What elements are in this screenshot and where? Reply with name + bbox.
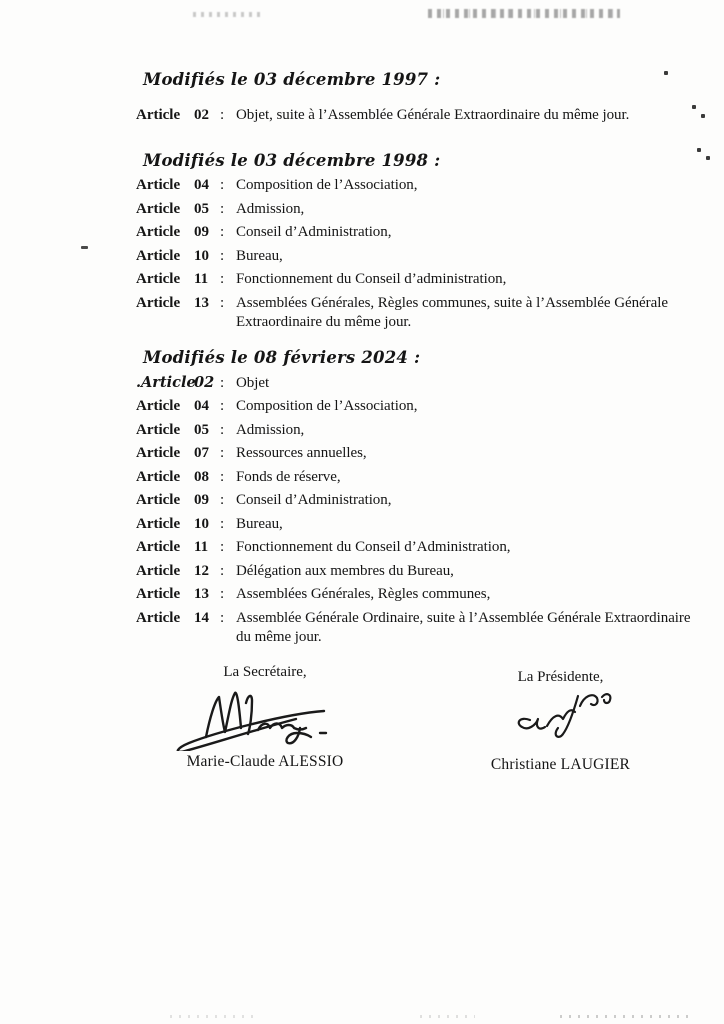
- article-colon: :: [220, 200, 225, 217]
- article-colon: :: [220, 177, 225, 193]
- article-colon: :: [220, 294, 225, 311]
- article-label: Article: [136, 468, 181, 485]
- article-label: .Article: [136, 373, 196, 391]
- article-label: Article: [136, 515, 181, 532]
- article-colon: :: [220, 398, 225, 414]
- article-colon: :: [220, 468, 225, 485]
- signature-block-secretary: [170, 663, 360, 774]
- article-row: [136, 515, 696, 534]
- article-row: [136, 200, 696, 219]
- article-text: Assemblées Générales, Règles communes,: [236, 586, 491, 602]
- document-body: [136, 70, 696, 774]
- scan-noise-top-left: [193, 12, 265, 17]
- article-text: Composition de l’Association,: [236, 177, 418, 193]
- article-number: 14: [194, 609, 209, 626]
- president-title: La Présidente,: [517, 668, 604, 685]
- article-label: Article: [136, 539, 181, 555]
- article-number: 12: [194, 562, 209, 579]
- scan-noise-bottom: [420, 1015, 475, 1018]
- article-number: 04: [194, 177, 209, 193]
- article-colon: :: [220, 374, 225, 391]
- article-number: 13: [194, 294, 209, 311]
- article-row: [136, 106, 696, 125]
- article-number: 11: [194, 271, 209, 287]
- article-text: Assemblée Générale Ordinaire, suite à l’Assemblée Générale Extraordinaire du même jour.: [236, 609, 691, 645]
- article-number: 13: [194, 586, 209, 602]
- article-row: [136, 538, 696, 557]
- article-text: Admission,: [236, 421, 305, 438]
- article-text: Assemblées Générales, Règles communes, suite à l’Assemblée Générale Extraordinaire du même jour.: [236, 294, 668, 330]
- article-label: Article: [136, 224, 181, 240]
- article-text: Conseil d’Administration,: [236, 492, 392, 508]
- article-label: Article: [136, 609, 181, 626]
- article-row: [136, 562, 696, 581]
- article-label: Article: [136, 200, 181, 217]
- article-text: Objet, suite à l’Assemblée Générale Extraordinaire du même jour.: [236, 107, 630, 123]
- article-number: 04: [194, 398, 209, 414]
- president-signature-image: [512, 688, 620, 740]
- sections: [136, 70, 696, 647]
- secretary-signature-image: [172, 685, 344, 751]
- scan-noise-bottom: [170, 1015, 260, 1018]
- article-label: Article: [136, 271, 181, 287]
- scan-noise-bottom: [560, 1015, 695, 1018]
- article-row: [136, 421, 696, 440]
- article-text: Délégation aux membres du Bureau,: [236, 562, 454, 579]
- article-text: Objet: [236, 374, 270, 391]
- article-colon: :: [220, 421, 225, 438]
- article-row: [136, 585, 696, 604]
- article-label: Article: [136, 492, 181, 508]
- article-number: 11: [194, 539, 209, 555]
- modification-section: [136, 70, 696, 125]
- section-heading: Modifiés le 08 févriers 2024 :: [143, 347, 421, 367]
- article-colon: :: [220, 247, 225, 264]
- article-label: Article: [136, 247, 181, 264]
- article-row: [136, 223, 696, 242]
- article-list: [136, 106, 696, 125]
- article-label: Article: [136, 107, 181, 123]
- article-colon: :: [220, 445, 225, 461]
- article-list: [136, 176, 696, 332]
- article-number: 02: [194, 373, 215, 391]
- signature-block-president: [473, 663, 648, 774]
- article-row: [136, 373, 696, 393]
- article-text: Fonctionnement du Conseil d’administration,: [236, 271, 507, 287]
- scan-speck: [706, 156, 710, 160]
- secretary-title: La Secrétaire,: [223, 663, 307, 680]
- section-heading: Modifiés le 03 décembre 1998 :: [143, 151, 441, 170]
- article-row: [136, 176, 696, 195]
- article-text: Fonctionnement du Conseil d’Administration,: [236, 539, 511, 555]
- scan-speck: [701, 114, 705, 118]
- article-label: Article: [136, 445, 181, 461]
- article-list: [136, 373, 696, 647]
- signature-area: [136, 663, 696, 774]
- article-label: Article: [136, 562, 181, 579]
- article-colon: :: [220, 515, 225, 532]
- article-text: Conseil d’Administration,: [236, 224, 392, 240]
- president-name: Christiane LAUGIER: [490, 755, 631, 773]
- article-colon: :: [220, 224, 225, 240]
- article-number: 10: [194, 247, 209, 264]
- article-label: Article: [136, 294, 181, 311]
- scan-speck: [81, 246, 88, 249]
- article-number: 05: [194, 200, 209, 217]
- article-number: 08: [194, 468, 209, 485]
- article-colon: :: [220, 609, 225, 626]
- section-heading: Modifiés le 03 décembre 1997 :: [143, 70, 441, 89]
- article-colon: :: [220, 107, 225, 123]
- article-row: [136, 444, 696, 463]
- article-text: Admission,: [236, 200, 305, 217]
- article-row: [136, 294, 696, 332]
- article-row: [136, 270, 696, 289]
- article-number: 09: [194, 224, 209, 240]
- article-colon: :: [220, 271, 225, 287]
- article-label: Article: [136, 398, 181, 414]
- scan-noise-top-right: [428, 9, 620, 18]
- article-number: 10: [194, 515, 209, 532]
- article-row: [136, 609, 696, 647]
- article-row: [136, 491, 696, 510]
- article-label: Article: [136, 586, 181, 602]
- article-row: [136, 468, 696, 487]
- article-label: Article: [136, 177, 181, 193]
- article-text: Bureau,: [236, 515, 283, 532]
- article-text: Fonds de réserve,: [236, 468, 341, 485]
- modification-section: [136, 348, 696, 647]
- article-colon: :: [220, 586, 225, 602]
- article-text: Bureau,: [236, 247, 283, 264]
- article-number: 05: [194, 421, 209, 438]
- article-label: Article: [136, 421, 181, 438]
- article-row: [136, 397, 696, 416]
- modification-section: [136, 151, 696, 332]
- article-number: 02: [194, 107, 209, 123]
- article-colon: :: [220, 562, 225, 579]
- secretary-name: Marie-Claude ALESSIO: [186, 752, 344, 770]
- article-row: [136, 247, 696, 266]
- article-number: 07: [194, 445, 209, 461]
- article-text: Ressources annuelles,: [236, 445, 367, 461]
- article-number: 09: [194, 492, 209, 508]
- scan-speck: [697, 148, 701, 152]
- article-colon: :: [220, 492, 225, 508]
- article-colon: :: [220, 539, 225, 555]
- article-text: Composition de l’Association,: [236, 398, 418, 414]
